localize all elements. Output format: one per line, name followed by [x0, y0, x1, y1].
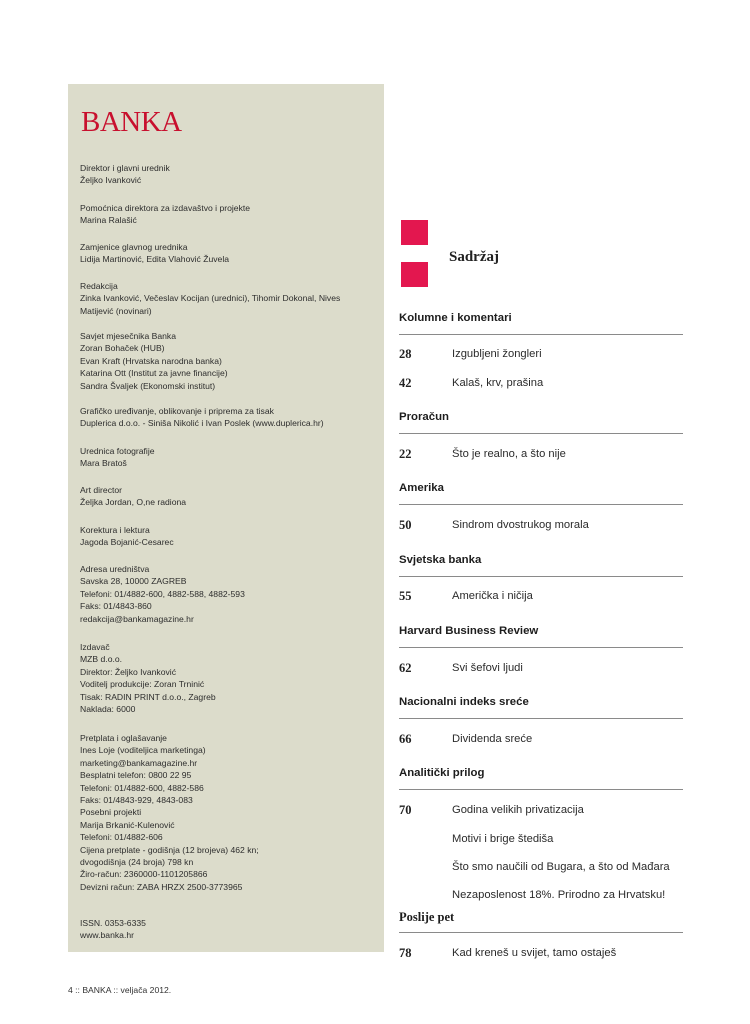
masthead-line: Žiro-račun: 2360000-1101205866 [80, 869, 208, 880]
masthead-block [80, 280, 378, 317]
toc-section-heading: Kolumne i komentari [399, 312, 512, 324]
masthead-block [80, 330, 378, 392]
masthead-line: Zinka Ivanković, Večeslav Kocijan (urednici), Tihomir Dokonal, Nives [80, 293, 341, 304]
toc-page-number: 28 [399, 347, 412, 361]
toc-section-heading: Nacionalni indeks sreće [399, 696, 529, 708]
toc-page-number: 42 [399, 376, 412, 390]
masthead-line: Besplatni telefon: 0800 22 95 [80, 770, 192, 781]
toc-article-title[interactable]: Dividenda sreće [452, 733, 533, 745]
banka-logo: BANKA [81, 106, 182, 138]
masthead-heading: Korektura i lektura [80, 525, 150, 535]
toc-article-title[interactable]: Što smo naučili od Bugara, a što od Mađara [452, 861, 670, 873]
masthead-line[interactable]: Duplerica d.o.o. - Siniša Nikolić i Ivan Poslek (www.duplerica.hr) [80, 418, 324, 429]
masthead-line: Jagoda Bojanić-Cesarec [80, 537, 174, 548]
toc-article-title[interactable]: Svi šefovi ljudi [452, 662, 523, 674]
masthead-block [80, 405, 378, 430]
toc-article-title[interactable]: Kad kreneš u svijet, tamo ostaješ [452, 947, 617, 959]
masthead-line: Zoran Bohaček (HUB) [80, 343, 165, 354]
toc-section-heading: Harvard Business Review [399, 625, 539, 637]
masthead-line[interactable]: marketing@bankamagazine.hr [80, 757, 198, 768]
masthead-block [80, 524, 378, 549]
masthead-line: Faks: 01/4843-860 [80, 601, 152, 612]
masthead-block [80, 917, 378, 942]
masthead-line: Savska 28, 10000 ZAGREB [80, 576, 187, 587]
toc-section-heading: Amerika [399, 482, 444, 494]
masthead-block [80, 641, 378, 715]
masthead-line: Katarina Ott (Institut za javne financije) [80, 368, 228, 379]
masthead-line: Naklada: 6000 [80, 704, 136, 715]
section-divider [399, 932, 683, 933]
toc-page-number: 55 [399, 589, 412, 603]
masthead-block [80, 484, 378, 509]
toc-article-title[interactable]: Kalaš, krv, prašina [452, 377, 544, 389]
masthead-heading: Adresa uredništva [80, 564, 150, 574]
masthead-heading: Redakcija [80, 281, 118, 291]
masthead-block [80, 241, 378, 266]
toc-article-title[interactable]: Američka i ničija [452, 590, 533, 602]
masthead-heading: Pomoćnica direktora za izdavaštvo i projekte [80, 203, 251, 213]
masthead-line: Telefoni: 01/4882-600, 4882-586 [80, 782, 204, 793]
masthead-line: Željka Jordan, O,ne radiona [80, 497, 187, 508]
masthead-heading: Zamjenice glavnog urednika [80, 242, 188, 252]
section-divider [399, 789, 683, 790]
masthead-line: Marija Brkanić-Kulenović [80, 819, 175, 830]
masthead-heading: Urednica fotografije [80, 446, 155, 456]
masthead-block [80, 202, 378, 227]
masthead-block [80, 445, 378, 470]
masthead-block [80, 563, 378, 625]
section-divider [399, 504, 683, 505]
masthead-panel [68, 84, 384, 952]
masthead-line[interactable]: www.banka.hr [80, 930, 134, 941]
toc-article-title[interactable]: Izgubljeni žongleri [452, 348, 542, 360]
masthead-line: Mara Bratoš [80, 458, 127, 469]
masthead-line: Posebni projekti [80, 807, 142, 818]
toc-section-heading: Poslije pet [399, 910, 455, 924]
toc-section-heading: Svjetska banka [399, 554, 482, 566]
masthead-heading: ISSN. 0353-6335 [80, 918, 146, 928]
toc-article-title[interactable]: Nezaposlenost 18%. Prirodno za Hrvatsku! [452, 889, 666, 901]
masthead-heading: Direktor i glavni urednik [80, 163, 170, 173]
masthead-line: dvogodišnja (24 broja) 798 kn [80, 857, 194, 868]
toc-page-number: 78 [399, 946, 412, 960]
toc-article-title[interactable]: Sindrom dvostrukog morala [452, 519, 589, 531]
masthead-line: Matijević (novinari) [80, 305, 152, 316]
masthead-line: Telefoni: 01/4882-600, 4882-588, 4882-593 [80, 588, 245, 599]
masthead-line: Marina Ralašić [80, 215, 137, 226]
masthead-line: Ines Loje (voditeljica marketinga) [80, 745, 206, 756]
masthead-heading: Grafičko uređivanje, oblikovanje i priprema za tisak [80, 406, 274, 416]
section-divider [399, 576, 683, 577]
toc-page-number: 62 [399, 661, 412, 675]
toc-page-number: 66 [399, 732, 412, 746]
masthead-heading: Pretplata i oglašavanje [80, 733, 167, 743]
masthead-block [80, 162, 378, 187]
masthead-heading: Savjet mjesečnika Banka [80, 331, 177, 341]
masthead-line: Cijena pretplate - godišnja (12 brojeva) 462 kn; [80, 844, 259, 855]
masthead-line: Direktor: Željko Ivanković [80, 666, 176, 677]
section-divider [399, 433, 683, 434]
masthead-line: Faks: 01/4843-929, 4843-083 [80, 795, 193, 806]
masthead-line: Željko Ivanković [80, 175, 142, 186]
masthead-line: Lidija Martinović, Edita Vlahović Žuvela [80, 254, 230, 265]
masthead-line: Devizni račun: ZABA HRZX 2500-3773965 [80, 881, 243, 892]
accent-square-top [401, 220, 428, 245]
masthead-line: Voditelj produkcije: Zoran Trninić [80, 679, 205, 690]
toc-article-title[interactable]: Što je realno, a što nije [452, 448, 566, 460]
section-divider [399, 647, 683, 648]
toc-page-number: 50 [399, 518, 412, 532]
masthead-heading: Art director [80, 485, 123, 495]
toc-page-number: 22 [399, 447, 412, 461]
masthead-heading: Izdavač [80, 642, 110, 652]
toc-section-heading: Analitički prilog [399, 767, 485, 779]
masthead-line: Sandra Švaljek (Ekonomski institut) [80, 380, 216, 391]
masthead-line: Evan Kraft (Hrvatska narodna banka) [80, 355, 222, 366]
masthead-line[interactable]: redakcija@bankamagazine.hr [80, 613, 194, 624]
section-divider [399, 718, 683, 719]
masthead-line: Tisak: RADIN PRINT d.o.o., Zagreb [80, 691, 216, 702]
masthead-line: MZB d.o.o. [80, 654, 123, 665]
section-divider [399, 334, 683, 335]
masthead-block [80, 732, 378, 893]
toc-article-title[interactable]: Motivi i brige štediša [452, 833, 554, 845]
masthead-line: Telefoni: 01/4882-606 [80, 832, 163, 843]
page-footer: 4 :: BANKA :: veljača 2012. [68, 985, 172, 995]
toc-title: Sadržaj [449, 249, 499, 265]
toc-section-heading: Proračun [399, 411, 450, 423]
accent-square-bottom [401, 262, 428, 287]
toc-page-number: 70 [399, 803, 412, 817]
toc-article-title[interactable]: Godina velikih privatizacija [452, 804, 584, 816]
